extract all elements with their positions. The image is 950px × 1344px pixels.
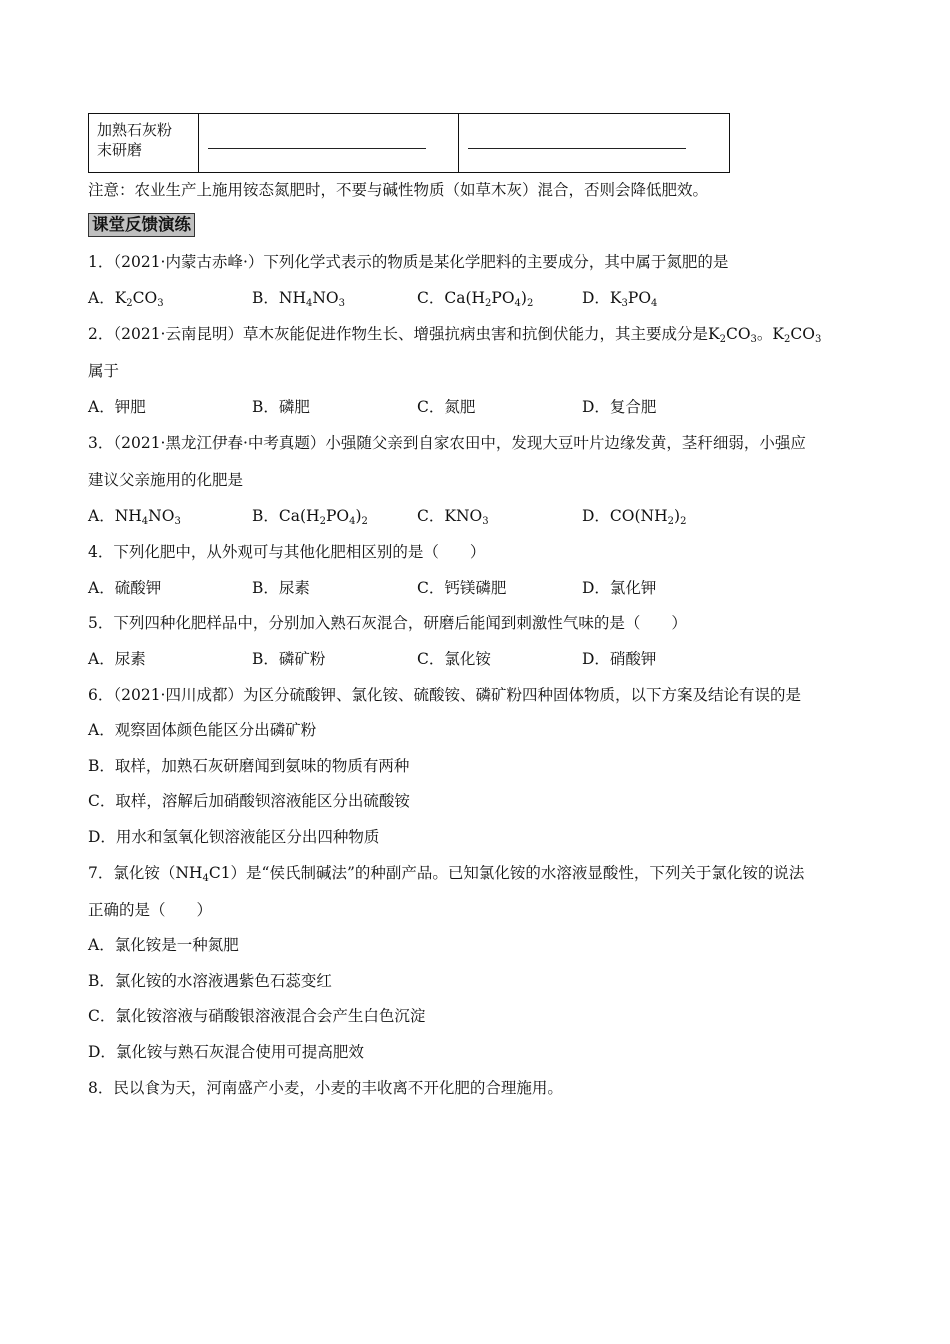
question-8-stem: 8．民以食为天，河南盛产小麦，小麦的丰收离不开化肥的合理施用。: [88, 1079, 563, 1097]
option-d[interactable]: D．复合肥: [582, 398, 657, 416]
question-4-stem: 4．下列化肥中，从外观可与其他化肥相区别的是（ ）: [88, 543, 486, 561]
option-b[interactable]: B．磷肥: [252, 398, 310, 416]
fill-in-table: [88, 113, 730, 173]
option-b[interactable]: B．$Ca(H_2PO_4)_2$: [252, 507, 368, 527]
question-3-options: [88, 504, 868, 526]
table-cell-phenomenon[interactable]: [199, 114, 459, 172]
option-b[interactable]: B．氯化铵的水溶液遇紫色石蕊变红: [88, 972, 332, 990]
question-7-stem: 7．氯化铵$(NH_4C1)$是“侯氏制碱法”的种副产品。已知氯化铵的水溶液显酸性，下列关于氯化铵的说法: [88, 864, 805, 884]
row-label-line2: 末研磨: [97, 141, 143, 159]
table-cell-conclusion[interactable]: [459, 114, 729, 172]
question-3-stem: 3．（2021·黑龙江伊春·中考真题）小强随父亲到自家农田中，发现大豆叶片边缘发黄，茎秆细弱，小强应: [88, 434, 806, 452]
option-c[interactable]: C．氯化铵: [417, 650, 491, 668]
option-c[interactable]: C．$KNO_3$: [417, 507, 489, 527]
option-a[interactable]: A．观察固体颜色能区分出磷矿粉: [88, 721, 317, 739]
option-a[interactable]: A．硫酸钾: [88, 579, 162, 597]
table-row-label: [89, 114, 199, 172]
option-d[interactable]: D．$K_3PO_4$: [582, 289, 658, 309]
option-c[interactable]: C．氯化铵溶液与硝酸银溶液混合会产生白色沉淀: [88, 1007, 426, 1025]
option-d[interactable]: D．用水和氢氧化钡溶液能区分出四种物质: [88, 828, 380, 846]
note-text: 注意：农业生产上施用铵态氮肥时，不要与碱性物质（如草木灰）混合，否则会降低肥效。: [88, 181, 709, 199]
question-7-stem-cont: 正确的是（ ）: [88, 901, 213, 919]
option-c[interactable]: C．$Ca(H_2PO_4)_2$: [417, 289, 534, 309]
option-d[interactable]: D．氯化钾: [582, 579, 657, 597]
option-a[interactable]: A．$K_2CO_3$: [88, 289, 164, 309]
question-1-stem: 1．（2021·内蒙古赤峰·）下列化学式表示的物质是某化学肥料的主要成分，其中属于氮肥的是: [88, 253, 729, 271]
option-c[interactable]: C．钙镁磷肥: [417, 579, 507, 597]
question-5-options: [88, 647, 868, 669]
question-2-stem: 2．（2021·云南昆明）草木灰能促进作物生长、增强抗病虫害和抗倒伏能力，其主要成分是$K_2CO_3$。$K_2CO_3$: [88, 325, 822, 345]
option-d[interactable]: D．氯化铵与熟石灰混合使用可提高肥效: [88, 1043, 364, 1061]
question-6-stem: 6．（2021·四川成都）为区分硫酸钾、氯化铵、硫酸铵、磷矿粉四种固体物质，以下方案及结论有误的是: [88, 686, 801, 704]
option-a[interactable]: A．钾肥: [88, 398, 146, 416]
option-a[interactable]: A．氯化铵是一种氮肥: [88, 936, 239, 954]
option-a[interactable]: A．$NH_4NO_3$: [88, 507, 181, 527]
option-c[interactable]: C．取样，溶解后加硝酸钡溶液能区分出硫酸铵: [88, 792, 410, 810]
option-d[interactable]: D．硝酸钾: [582, 650, 657, 668]
option-d[interactable]: D．$CO(NH_2)_2$: [582, 507, 687, 527]
question-5-stem: 5．下列四种化肥样品中，分别加入熟石灰混合，研磨后能闻到刺激性气味的是（ ）: [88, 614, 687, 632]
question-3-stem-cont: 建议父亲施用的化肥是: [88, 471, 244, 489]
question-4-options: [88, 576, 868, 598]
option-b[interactable]: B．磷矿粉: [252, 650, 326, 668]
question-1-options: [88, 286, 868, 308]
section-title: 课堂反馈演练: [88, 213, 195, 237]
question-2-stem-cont: 属于: [88, 362, 120, 380]
answer-blank: [208, 148, 426, 149]
option-b[interactable]: B．取样，加熟石灰研磨闻到氨味的物质有两种: [88, 757, 410, 775]
option-b[interactable]: B．尿素: [252, 579, 310, 597]
option-b[interactable]: B．$NH_4NO_3$: [252, 289, 346, 309]
question-2-options: [88, 395, 868, 417]
option-a[interactable]: A．尿素: [88, 650, 146, 668]
answer-blank: [468, 148, 686, 149]
option-c[interactable]: C．氮肥: [417, 398, 476, 416]
row-label-line1: 加熟石灰粉: [97, 121, 173, 139]
